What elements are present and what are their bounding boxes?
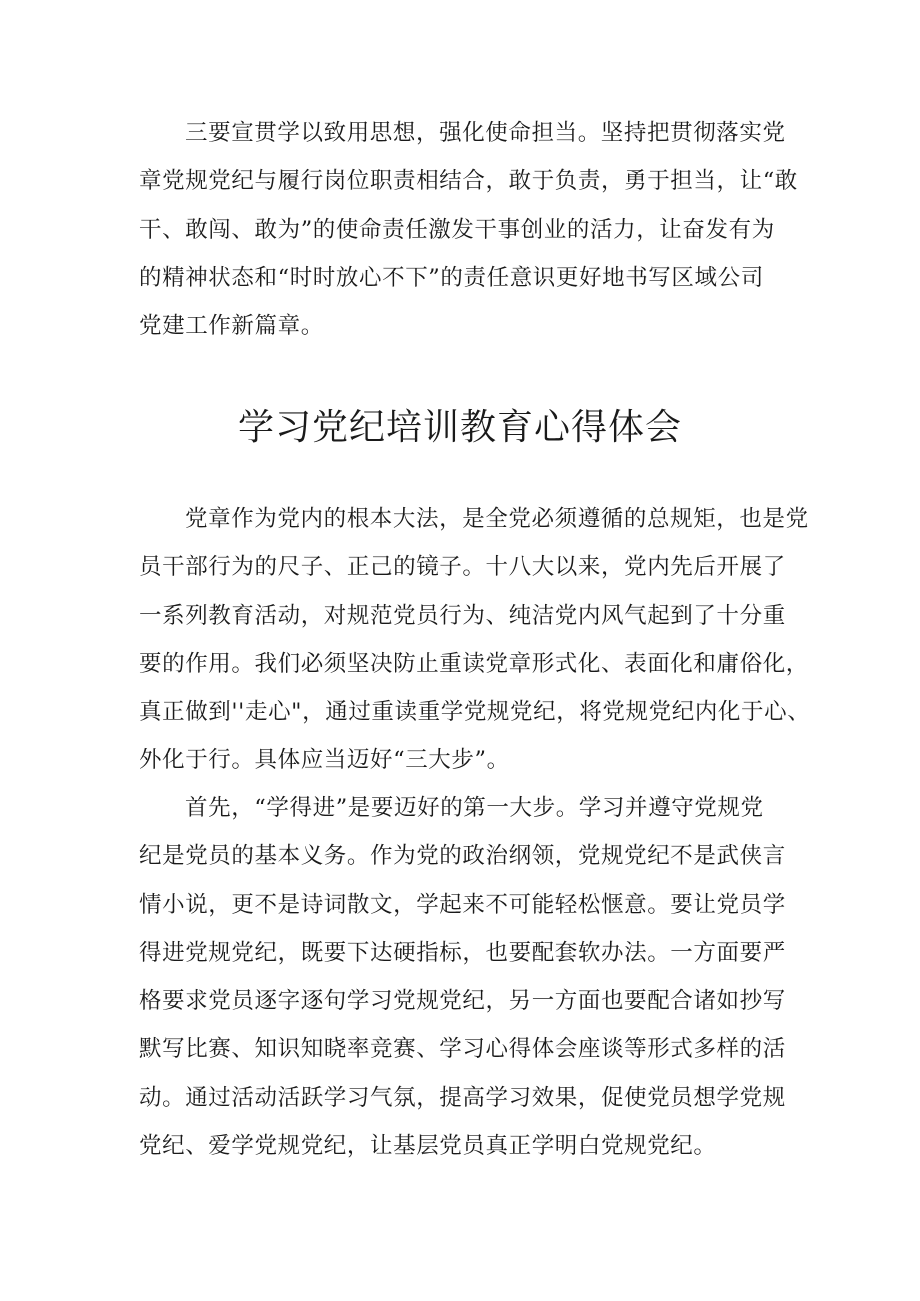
paragraph-line: 员干部行为的尺子、正己的镜子。十八大以来，党内先后开展了 xyxy=(139,554,786,581)
paragraph-line: 党建工作新篇章。 xyxy=(139,313,324,340)
paragraph-line: 一系列教育活动，对规范党员行为、纯洁党内风气起到了十分重 xyxy=(139,602,786,629)
intro-paragraph xyxy=(139,109,798,350)
paragraph-line: 的精神状态和“时时放心不下”的责任意识更好地书写区域公司 xyxy=(139,264,764,291)
paragraph-line: 真正做到''走心"，通过重读重学党规党纪，将党规党纪内化于心、 xyxy=(139,699,811,726)
paragraph-line: 首先，“学得进”是要迈好的第一大步。学习并遵守党规党 xyxy=(185,795,764,821)
body-paragraph-2 xyxy=(139,784,789,1170)
paragraph-line: 章党规党纪与履行岗位职责相结合，敢于负责，勇于担当，让“敢 xyxy=(139,168,798,195)
body-paragraph-1 xyxy=(139,495,811,785)
paragraph-line: 干、敢闯、敢为”的使命责任激发干事创业的活力，让奋发有为 xyxy=(139,216,775,243)
paragraph-line: 默写比赛、知识知晓率竞赛、学习心得体会座谈等形式多样的活 xyxy=(139,1036,786,1063)
paragraph-line: 党章作为党内的根本大法，是全党必须遵循的总规矩，也是党 xyxy=(185,506,809,532)
paragraph-line: 三要宣贯学以致用思想，强化使命担当。坚持把贯彻落实党 xyxy=(185,120,786,146)
paragraph-line: 格要求党员逐字逐句学习党规党纪，另一方面也要配合诸如抄写 xyxy=(139,988,786,1015)
paragraph-line: 要的作用。我们必须坚决防止重读党章形式化、表面化和庸俗化， xyxy=(139,650,809,677)
paragraph-line: 外化于行。具体应当迈好“三大步”。 xyxy=(139,747,510,774)
paragraph-line: 动。通过活动活跃学习气氛，提高学习效果，促使党员想学党规 xyxy=(139,1084,786,1111)
paragraph-line: 纪是党员的基本义务。作为党的政治纲领，党规党纪不是武侠言 xyxy=(139,843,786,870)
document-title: 学习党纪培训教育心得体会 xyxy=(237,407,682,448)
paragraph-line: 党纪、爱学党规党纪，让基层党员真正学明白党规党纪。 xyxy=(139,1133,717,1160)
paragraph-line: 得进党规党纪，既要下达硬指标，也要配套软办法。一方面要严 xyxy=(139,939,786,966)
paragraph-line: 情小说，更不是诗词散文，学起来不可能轻松惬意。要让党员学 xyxy=(139,891,786,918)
